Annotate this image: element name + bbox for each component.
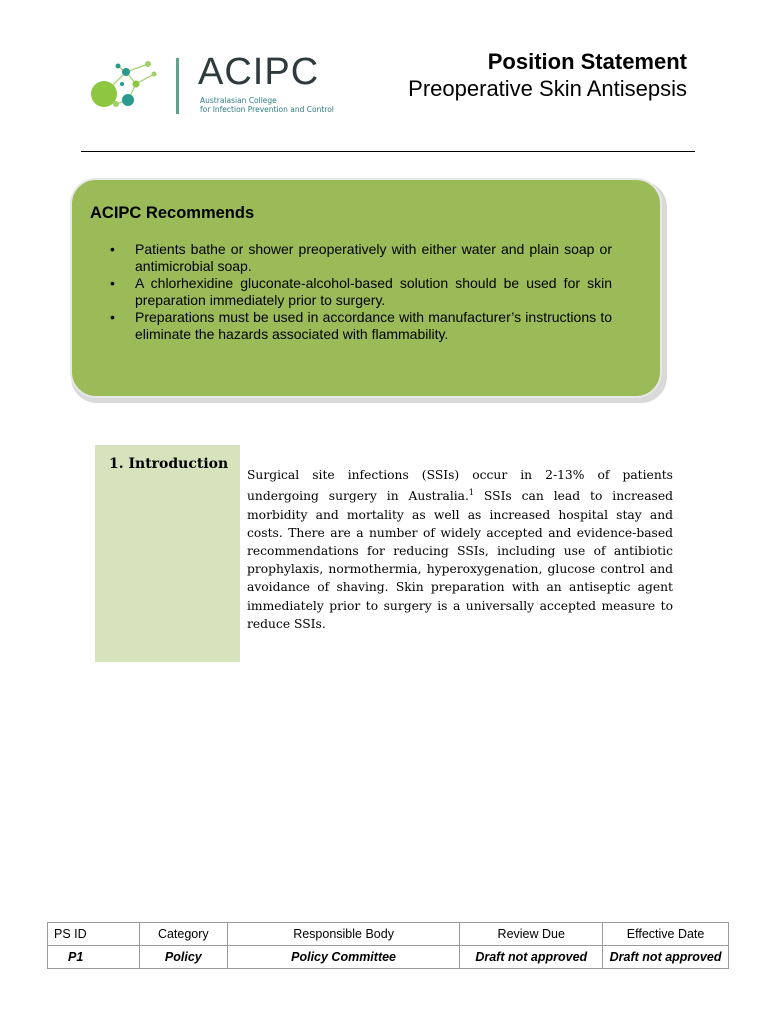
document-info-table xyxy=(47,922,729,969)
introduction-sidebar xyxy=(95,445,240,662)
introduction-text-part2: SSIs can lead to increased morbidity and mortality as well as increased hospital stay and costs. There are a number of widely accepted and evidence-based recommendations for reducing SSIs, including use of antibiotic prophylaxis, normothermia, hyperoxygenation, glucose control and avoidance of shaving. Skin preparation with an antiseptic agent immediately prior to surgery is a universally accepted measure to reduce SSIs. xyxy=(247,489,673,631)
table-header-row xyxy=(48,923,729,946)
header-divider xyxy=(81,151,695,152)
network-logo-icon xyxy=(88,54,168,118)
header-responsible-body: Responsible Body xyxy=(227,923,460,946)
document-subtitle: Preoperative Skin Antisepsis xyxy=(408,76,687,101)
introduction-paragraph xyxy=(247,466,673,633)
introduction-heading: 1. Introduction xyxy=(109,456,229,472)
document-title-block xyxy=(408,49,687,103)
value-responsible-body: Policy Committee xyxy=(227,946,460,969)
recommendation-item xyxy=(92,241,612,275)
value-effective-date: Draft not approved xyxy=(603,946,729,969)
value-review-due: Draft not approved xyxy=(460,946,603,969)
recommendations-box xyxy=(70,178,662,398)
recommendation-text: Patients bathe or shower preoperatively with either water and plain soap or antimicrobial soap. xyxy=(135,241,612,274)
header-ps-id: PS ID xyxy=(48,923,140,946)
recommendation-text: Preparations must be used in accordance with manufacturer’s instructions to eliminate the hazards associated with flammability. xyxy=(135,309,612,342)
logo-subtitle-line1: Australasian College xyxy=(200,96,277,105)
value-category: Policy xyxy=(139,946,227,969)
acipc-logo xyxy=(88,51,338,118)
document-title: Position Statement xyxy=(487,49,687,74)
footnote-reference[interactable]: 1 xyxy=(468,488,475,498)
logo-subtitle-line2: for Infection Prevention and Control xyxy=(200,105,334,114)
bullet-icon: • xyxy=(110,309,115,325)
recommendations-title: ACIPC Recommends xyxy=(90,204,255,222)
logo-name: ACIPC xyxy=(198,51,320,93)
bullet-icon: • xyxy=(110,241,115,257)
logo-divider xyxy=(176,58,179,114)
header-review-due: Review Due xyxy=(460,923,603,946)
recommendation-item xyxy=(92,309,612,343)
bullet-icon: • xyxy=(110,275,115,291)
recommendation-text: A chlorhexidine gluconate-alcohol-based solution should be used for skin preparation immediately prior to surgery. xyxy=(135,275,612,308)
table-row xyxy=(48,946,729,969)
value-ps-id: P1 xyxy=(48,946,140,969)
recommendation-item xyxy=(92,275,612,309)
header-effective-date: Effective Date xyxy=(603,923,729,946)
header-category: Category xyxy=(139,923,227,946)
introduction-text-part1: Surgical site infections (SSIs) occur in 2-13% of patients undergoing surgery in Australia. xyxy=(247,468,673,504)
recommendations-list xyxy=(92,241,612,343)
